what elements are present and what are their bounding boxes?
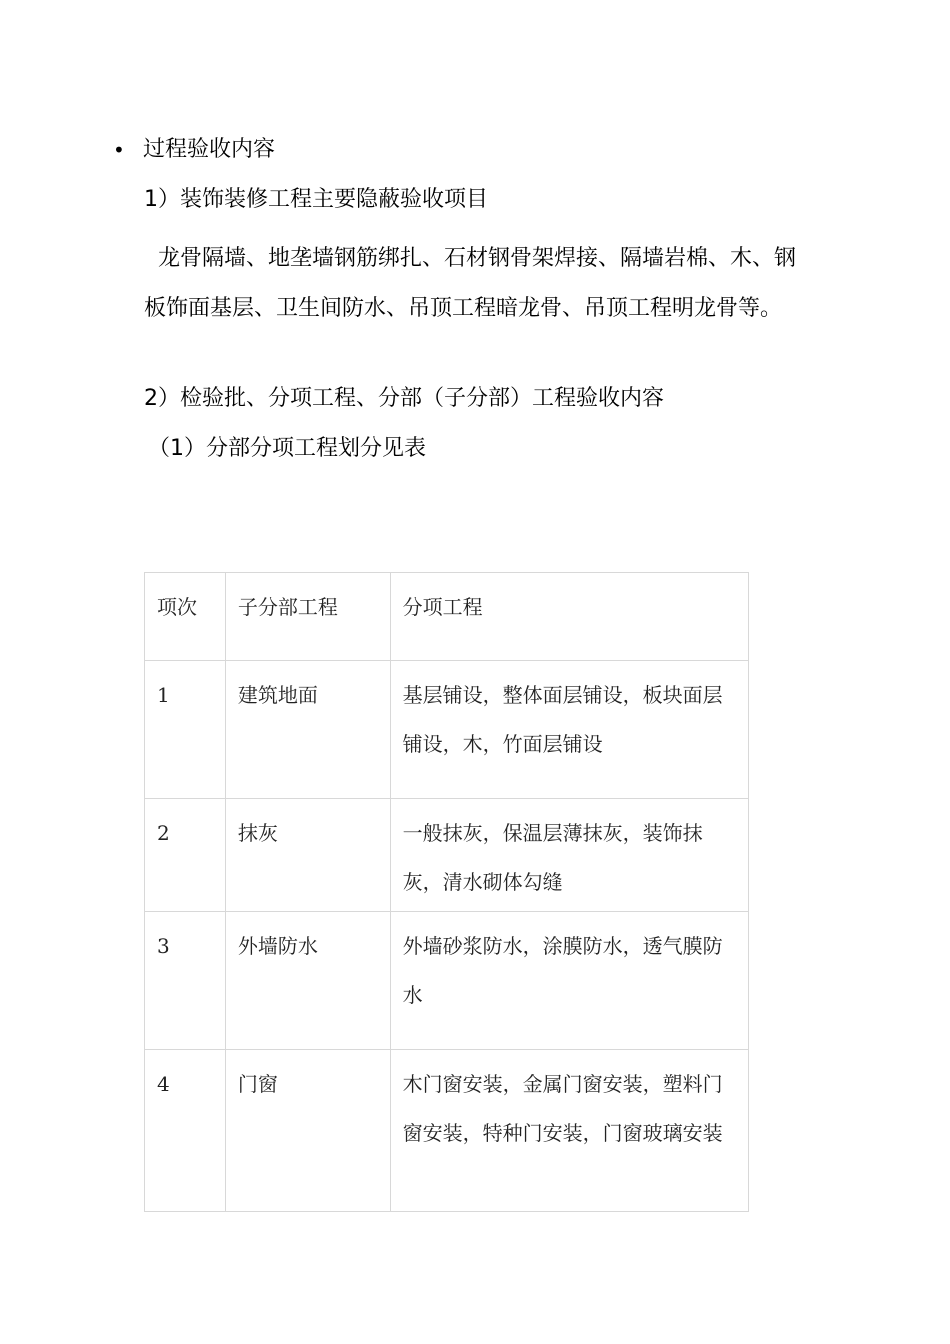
item-2-subtitle: （1）分部分项工程划分见表 <box>148 436 426 461</box>
table-cell-subdivision: 外墙防水 <box>225 912 390 1050</box>
table-cell-items: 一般抹灰，保温层薄抹灰，装饰抹灰，清水砌体勾缝 <box>390 799 748 912</box>
division-table <box>144 572 749 1212</box>
table-cell-subdivision: 建筑地面 <box>225 661 390 799</box>
table-cell-items: 木门窗安装，金属门窗安装，塑料门窗安装，特种门安装，门窗玻璃安装 <box>390 1050 748 1212</box>
section-heading: 过程验收内容 <box>143 137 276 162</box>
table-header-row <box>145 573 749 661</box>
table-cell-index: 2 <box>145 799 226 912</box>
table-header-cell: 分项工程 <box>390 573 748 661</box>
table-cell-items: 基层铺设，整体面层铺设，板块面层铺设，木，竹面层铺设 <box>390 661 748 799</box>
item-1-body <box>144 234 814 334</box>
table-row <box>145 661 749 799</box>
table-cell-index: 4 <box>145 1050 226 1212</box>
bullet-marker: • <box>113 138 125 162</box>
item-1-body-text: 龙骨隔墙、地垄墙钢筋绑扎、石材钢骨架焊接、隔墙岩棉、木、钢板饰面基层、卫生间防水、吊顶工程暗龙骨、吊顶工程明龙骨等。 <box>144 246 797 321</box>
table-cell-index: 1 <box>145 661 226 799</box>
table-row <box>145 1050 749 1212</box>
table-header-cell: 项次 <box>145 573 226 661</box>
table-cell-items: 外墙砂浆防水，涂膜防水，透气膜防水 <box>390 912 748 1050</box>
table-row <box>145 799 749 912</box>
table-row <box>145 912 749 1050</box>
table-cell-index: 3 <box>145 912 226 1050</box>
table-cell-subdivision: 抹灰 <box>225 799 390 912</box>
item-1-title: 1）装饰装修工程主要隐蔽验收项目 <box>144 187 488 212</box>
table-cell-subdivision: 门窗 <box>225 1050 390 1212</box>
table-header-cell: 子分部工程 <box>225 573 390 661</box>
item-2-title: 2）检验批、分项工程、分部（子分部）工程验收内容 <box>144 386 664 411</box>
